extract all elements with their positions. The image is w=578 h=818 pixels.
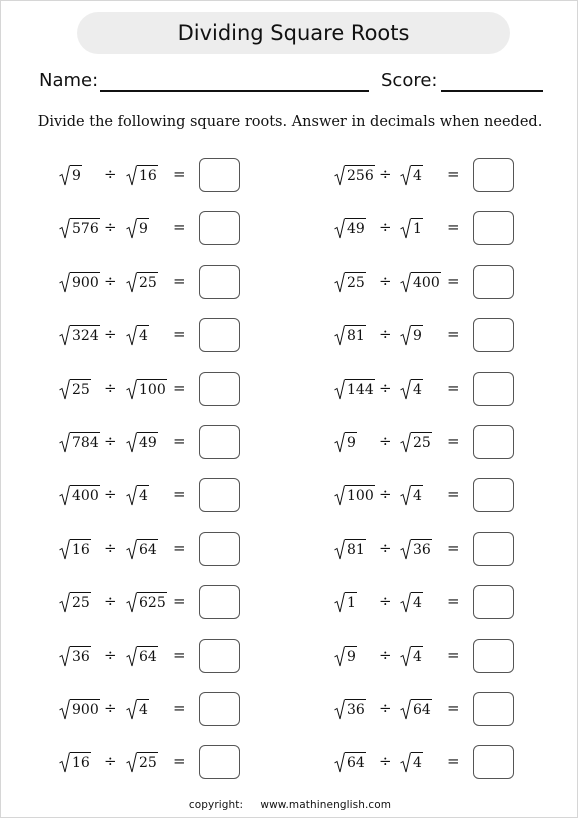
divide-sign: ÷ — [104, 379, 117, 397]
divide-sign: ÷ — [379, 485, 392, 503]
radical-sign-icon — [400, 483, 411, 507]
answer-box[interactable] — [473, 532, 514, 566]
divide-sign: ÷ — [104, 325, 117, 343]
radical-sign-icon — [334, 216, 345, 240]
radicand: 4 — [411, 165, 423, 185]
radical-sign-icon — [400, 377, 411, 401]
equals-sign: = — [447, 699, 460, 717]
divide-sign: ÷ — [104, 165, 117, 183]
divide-sign: ÷ — [104, 485, 117, 503]
divide-sign: ÷ — [379, 379, 392, 397]
radical-sign-icon — [126, 216, 137, 240]
radical-sign-icon — [334, 697, 345, 721]
radical-sign-icon — [334, 270, 345, 294]
radical-sign-icon — [59, 163, 70, 187]
radical-sign-icon — [126, 483, 137, 507]
radicand: 4 — [411, 752, 423, 772]
radical-sign-icon — [59, 323, 70, 347]
radicand: 4 — [411, 646, 423, 666]
radicand: 324 — [70, 325, 100, 345]
radicand: 16 — [70, 539, 91, 559]
equals-sign: = — [173, 165, 186, 183]
radicand: 576 — [70, 218, 100, 238]
radicand: 4 — [411, 379, 423, 399]
answer-box[interactable] — [473, 158, 514, 192]
equals-sign: = — [447, 592, 460, 610]
equals-sign: = — [447, 165, 460, 183]
answer-box[interactable] — [199, 745, 240, 779]
divide-sign: ÷ — [104, 432, 117, 450]
radicand: 25 — [137, 752, 158, 772]
copyright-label: copyright: — [188, 799, 244, 811]
radical-sign-icon — [59, 537, 70, 561]
radical-sign-icon — [59, 377, 70, 401]
radical-sign-icon — [59, 430, 70, 454]
divide-sign: ÷ — [379, 272, 392, 290]
equals-sign: = — [173, 699, 186, 717]
radicand: 64 — [411, 699, 432, 719]
divide-sign: ÷ — [104, 539, 117, 557]
radicand: 400 — [411, 272, 441, 292]
divide-sign: ÷ — [379, 592, 392, 610]
answer-box[interactable] — [199, 478, 240, 512]
answer-box[interactable] — [199, 532, 240, 566]
divide-sign: ÷ — [379, 646, 392, 664]
equals-sign: = — [447, 485, 460, 503]
radicand: 4 — [411, 592, 423, 612]
radicand: 81 — [345, 325, 366, 345]
equals-sign: = — [173, 432, 186, 450]
equals-sign: = — [447, 272, 460, 290]
divide-sign: ÷ — [379, 218, 392, 236]
divide-sign: ÷ — [104, 699, 117, 717]
radicand: 900 — [70, 272, 100, 292]
answer-box[interactable] — [473, 585, 514, 619]
equals-sign: = — [173, 752, 186, 770]
radicand: 64 — [137, 539, 158, 559]
equals-sign: = — [173, 218, 186, 236]
equals-sign: = — [447, 218, 460, 236]
footer — [1, 799, 578, 811]
answer-box[interactable] — [199, 158, 240, 192]
equals-sign: = — [173, 485, 186, 503]
radicand: 25 — [345, 272, 366, 292]
radical-sign-icon — [400, 270, 411, 294]
radical-sign-icon — [126, 697, 137, 721]
divide-sign: ÷ — [379, 699, 392, 717]
equals-sign: = — [173, 646, 186, 664]
answer-box[interactable] — [199, 265, 240, 299]
radical-sign-icon — [334, 483, 345, 507]
equals-sign: = — [447, 325, 460, 343]
radicand: 4 — [137, 485, 149, 505]
radical-sign-icon — [126, 644, 137, 668]
radicand: 625 — [137, 592, 167, 612]
radicand: 9 — [345, 432, 357, 452]
radicand: 49 — [137, 432, 158, 452]
equals-sign: = — [173, 592, 186, 610]
radicand: 9 — [345, 646, 357, 666]
radical-sign-icon — [126, 270, 137, 294]
divide-sign: ÷ — [104, 646, 117, 664]
radicand: 25 — [70, 592, 91, 612]
radical-sign-icon — [126, 537, 137, 561]
answer-box[interactable] — [199, 425, 240, 459]
radical-sign-icon — [400, 750, 411, 774]
radical-sign-icon — [126, 750, 137, 774]
answer-box[interactable] — [199, 318, 240, 352]
radicand: 784 — [70, 432, 100, 452]
radicand: 1 — [345, 592, 357, 612]
radical-sign-icon — [334, 590, 345, 614]
divide-sign: ÷ — [104, 272, 117, 290]
answer-box[interactable] — [199, 639, 240, 673]
radical-sign-icon — [126, 163, 137, 187]
radicand: 25 — [70, 379, 91, 399]
radical-sign-icon — [400, 323, 411, 347]
radicand: 144 — [345, 379, 375, 399]
radical-sign-icon — [400, 644, 411, 668]
divide-sign: ÷ — [379, 539, 392, 557]
radical-sign-icon — [334, 537, 345, 561]
answer-box[interactable] — [473, 265, 514, 299]
radicand: 100 — [345, 485, 375, 505]
radical-sign-icon — [126, 377, 137, 401]
radicand: 64 — [137, 646, 158, 666]
radical-sign-icon — [59, 750, 70, 774]
divide-sign: ÷ — [379, 432, 392, 450]
equals-sign: = — [447, 752, 460, 770]
equals-sign: = — [447, 432, 460, 450]
instructions: Divide the following square roots. Answer in decimals when needed. — [37, 114, 543, 130]
radicand: 4 — [411, 485, 423, 505]
divide-sign: ÷ — [104, 752, 117, 770]
website-link[interactable]: www.mathinenglish.com — [260, 799, 392, 811]
radicand: 25 — [411, 432, 432, 452]
radical-sign-icon — [59, 216, 70, 240]
radical-sign-icon — [400, 697, 411, 721]
divide-sign: ÷ — [104, 592, 117, 610]
radical-sign-icon — [59, 644, 70, 668]
answer-box[interactable] — [199, 211, 240, 245]
answer-box[interactable] — [473, 639, 514, 673]
radicand: 16 — [137, 165, 158, 185]
radicand: 4 — [137, 325, 149, 345]
equals-sign: = — [173, 379, 186, 397]
answer-box[interactable] — [473, 745, 514, 779]
radical-sign-icon — [400, 216, 411, 240]
equals-sign: = — [173, 272, 186, 290]
radical-sign-icon — [400, 430, 411, 454]
radical-sign-icon — [126, 430, 137, 454]
divide-sign: ÷ — [104, 218, 117, 236]
radicand: 16 — [70, 752, 91, 772]
radicand: 49 — [345, 218, 366, 238]
name-line — [100, 90, 369, 92]
answer-box[interactable] — [199, 585, 240, 619]
radical-sign-icon — [59, 483, 70, 507]
radical-sign-icon — [126, 323, 137, 347]
radicand: 9 — [411, 325, 423, 345]
radical-sign-icon — [59, 590, 70, 614]
answer-box[interactable] — [473, 318, 514, 352]
equals-sign: = — [447, 646, 460, 664]
radicand: 64 — [345, 752, 366, 772]
radical-sign-icon — [400, 590, 411, 614]
divide-sign: ÷ — [379, 752, 392, 770]
score-line — [441, 90, 543, 92]
divide-sign: ÷ — [379, 165, 392, 183]
equals-sign: = — [173, 539, 186, 557]
answer-box[interactable] — [473, 372, 514, 406]
radicand: 36 — [411, 539, 432, 559]
score-label: Score: — [381, 70, 438, 91]
radical-sign-icon — [334, 644, 345, 668]
radicand: 100 — [137, 379, 167, 399]
radicand: 4 — [137, 699, 149, 719]
answer-box[interactable] — [473, 211, 514, 245]
radicand: 36 — [70, 646, 91, 666]
radical-sign-icon — [334, 323, 345, 347]
radical-sign-icon — [126, 590, 137, 614]
radicand: 400 — [70, 485, 100, 505]
divide-sign: ÷ — [379, 325, 392, 343]
answer-box[interactable] — [199, 372, 240, 406]
radical-sign-icon — [59, 697, 70, 721]
radicand: 9 — [137, 218, 149, 238]
radical-sign-icon — [400, 537, 411, 561]
radical-sign-icon — [334, 377, 345, 401]
page-title: Dividing Square Roots — [77, 12, 510, 54]
answer-box[interactable] — [473, 692, 514, 726]
radicand: 900 — [70, 699, 100, 719]
answer-box[interactable] — [473, 425, 514, 459]
radical-sign-icon — [334, 750, 345, 774]
radicand: 9 — [70, 165, 82, 185]
answer-box[interactable] — [473, 478, 514, 512]
equals-sign: = — [173, 325, 186, 343]
equals-sign: = — [447, 539, 460, 557]
radicand: 1 — [411, 218, 423, 238]
radicand: 25 — [137, 272, 158, 292]
radical-sign-icon — [334, 163, 345, 187]
radical-sign-icon — [400, 163, 411, 187]
radical-sign-icon — [59, 270, 70, 294]
name-label: Name: — [39, 70, 99, 91]
radicand: 81 — [345, 539, 366, 559]
radicand: 36 — [345, 699, 366, 719]
equals-sign: = — [447, 379, 460, 397]
radicand: 256 — [345, 165, 375, 185]
answer-box[interactable] — [199, 692, 240, 726]
radical-sign-icon — [334, 430, 345, 454]
